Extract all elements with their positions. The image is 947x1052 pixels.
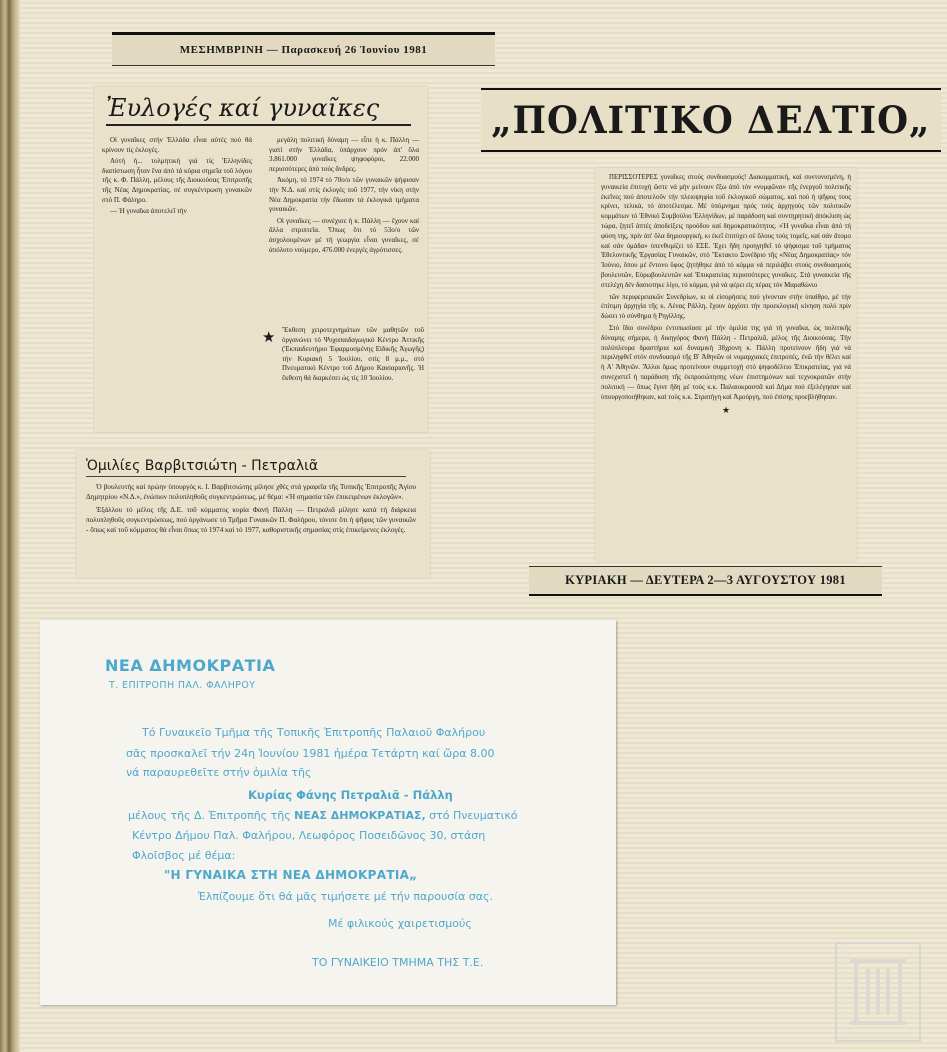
article3-paragraph: τῶν περιφερειακῶν Συνεδρίων, κι οἱ εἰσορήσεις πού γίνονταν στήν ὑπαίθρο, μέ τήν ἐπίτιμη ἀρχηγία τῆς κ. Λένας Ράλλη, ἔχουν ἀρχίσει τήν προεκλογική κίνηση πολύ πρίν δώσει τό σύνθημα ἡ Ρηγίλλης. <box>601 293 851 321</box>
invitation-line: σᾶς προσκαλεῖ τήν 24η Ἰουνίου 1981 ἡμέρα Τετάρτη καί ὥρα 8.00 <box>126 747 495 760</box>
clipping-elections-women <box>94 86 428 432</box>
article1-paragraph: Οἱ γυναῖκες στήν Ἑλλάδα εἶναι αὐτές πού θά κρίνουν τίς ἐκλογές. <box>102 136 252 154</box>
invitation-line: Κέντρο Δήμου Παλ. Φαλήρου, Λεωφόρος Ποσειδῶνος 30, στάση <box>132 829 486 842</box>
article3-title: „ΠΟΛΙΤΙΚΟ ΔΕΛΤΙΟ„ <box>491 98 931 142</box>
clipping-speeches <box>76 450 430 578</box>
album-binding <box>0 0 20 1052</box>
article1-paragraph: Αὐτή ἡ... τολμητική γιά τίς Ἑλληνίδες διαπίστωση ἦταν ἕνα ἀπό τά κύρια σημεῖα τοῦ λόγου τῆς κ. Φ. Πάλλη, μέλους τῆς Διοικούσας Ἐπιτροπῆς τῆς Νέας Δημοκρατίας, σέ συγκέντρωση γυναικῶν στό Π. Φάληρο. <box>102 157 252 204</box>
article3-paragraph: Στό ἴδιο συνέδριο ἐντυπωσίασε μέ τήν ὁμιλία της γιά τή γυναῖκα, ὡς πολιτικῆς δύναμης σήμερα, ἡ δικηγόρος Φανή Πάλλη - Πετραλιᾶ, μέλος τῆς Διοικούσας. Τήν πολύπλευρα δραστήρια καί δυναμική 38χρονη κ. Πάλλη προτείνουν ἤδη γιά νά περιληφθεῖ στόν συνδυασμό τῆς Β' Ἀθηνῶν οἱ νομαρχιακές ἐπιτροπές, ἐνῶ τήν θέλει καί ἡ Α' Ἀθηνῶν. Ἄλλοι ὅμως προτείνουν συμμετοχή στό ψηφοδέλτιο Ἐπικρατείας, γιά νά συνεχιστεῖ ἡ παράδοση τῆς ἐκπροσώπησης νέων ἐπιστημόνων καί τεχνοκρατῶν στήν πολιτική — ὅπως ἔγινε ἤδη μέ τούς κ.κ. Παλαιοκρασσᾶ καί Δήμα πού ἐξελέγησαν καί ὑπουργοποιήθηκαν, καί τούς κ.κ. Στρατήγη καί Ἀμούργη, πού ἐπίσης προεβλήθησαν. <box>601 324 851 401</box>
newspaper-date-bar <box>529 566 882 596</box>
article1-column-b <box>269 136 419 257</box>
invitation-line: Τό Γυναικεῖο Τμῆμα τῆς Τοπικῆς Ἐπιτροπῆς Παλαιοῦ Φαλήρου <box>142 726 486 739</box>
political-bulletin-header <box>481 88 941 152</box>
exhibition-announcement <box>264 326 424 384</box>
invitation-text: στό Πνευματικό <box>429 809 518 822</box>
invitation-party-name: ΝΕΑ ΔΗΜΟΚΡΑΤΙΑ <box>105 656 276 675</box>
invitation-card <box>40 620 616 1005</box>
invitation-line: Ἐλπίζουμε ὅτι θά μᾶς τιμήσετε μέ τήν παρουσία σας. <box>198 890 493 903</box>
article1-paragraph: Οἱ γυναῖκες — συνέχισε ἡ κ. Πάλλη — ἔχουν καί ἄλλα στριπτεῖα. Ὅπως ὅτι τό 53ο/ο τῶν ἀσχολουμένων μέ τή γεωργία εἶναι γυναῖκες, σέ ἀπόλυτο νούμερο, 476.000 ἐνεργές ἀγρότισσες. <box>269 216 419 254</box>
article1-title: Ἐυλογές καί γυναῖκες <box>106 94 411 126</box>
clipping-political-bulletin <box>595 168 857 561</box>
archive-logo-icon <box>832 939 924 1045</box>
article2-body <box>86 482 416 538</box>
article1-paragraph: — Ἡ γυναῖκα ἀποτελεῖ τήν <box>110 207 187 216</box>
invitation-party-mention: ΝΕΑΣ ΔΗΜΟΚΡΑΤΙΑΣ, <box>294 809 426 822</box>
invitation-line: Φλοῖσβος μέ θέμα: <box>132 849 236 862</box>
announcement-text: Ἔκθεση χειροτεχνημάτων τῶν μαθητῶν τοῦ ὀργανώνει τό Ψυχοπαιδαγωγικό Κέντρο Ἀττικῆς (Ἐκπαιδευτήριο Ἐφαρμοσμένης Εἰδικῆς Ἀγωγῆς) τήν Κυριακή 5 Ἰουλίου, στίς 8 μ.μ., στό Πνευματικό Κέντρο τοῦ Δήμου Καισαριανῆς. Ἡ ἔκθεση θά διαρκέσει ὡς τίς 10 Ἰουλίου. <box>282 326 424 382</box>
separator-star-icon: ★ <box>721 405 731 416</box>
invitation-line-venue <box>128 809 518 823</box>
article3-paragraph: ΠΕΡΙΣΣΟΤΕΡΕΣ γυναῖκες στούς συνδυασμούς! Διακομματική, καί συντονισμένη, ἡ γυναικεία ἐπιτυχή ὥστε νά μήν μείνουν ἔξω ἀπό τόν «νυμφῶνα» τῆς ἐνεργοῦ πολιτικῆς ἐκεῖνες πού ἀποτελοῦν τήν πλειοψηφία τοῦ ἐκλογικοῦ σώματος, καί πού ἡ ψῆφος τους κρίνει, τελικά, τό ἀποτέλεσμα. Μέ ὑπόμνημα πρός τούς ἀρχηγούς τῶν πολιτικῶν κομμάτων τό Ἐθνικό Συμβούλιο Ἑλληνίδων, μέ παράδοση καί συντηρητική ἀπόκλιση ὡς τώρα, ζητεῖ ἀπτές ἀποδείξεις προόδου καί δημοκρατικότητος. «Ἡ γυναῖκα εἶναι ἀπό τή φύση της, πρίν ἀπ' ὅλα δημιουργική, κι ἐκεῖ ἐπιτύχει σέ ὅλους τούς τομεῖς, καί σάν ἄτομο καί σάν ὁμάδα» ὑπενθυμίζει τό ΕΣΕ. Ἐχει ἤδη προηγηθεῖ τό ψήφισμα τοῦ τμήματος Ἐθελοντικῆς Ἐργασίας Γυναικῶν, στό Ἔκτακτο Συνέδριο τῆς «Νέας Δημοκρατίας» τόν Ἰούνιο, ὅπου μέ ἔντονο ὕφος ζητήθηκε ἀπό τό κόμμα νά περιλάβει στούς συνδυασμούς βουλευτῶν, Εὐρωβουλευτῶν καί Ἐπικρατείας περισσότερες γυναῖκες. Στά γυναικεία τῆς στελέχη δέν δασιοτηκε λίγο, τό κόμμα, γιά νά φέρει εἰς πέρας τόν Μαραθώνιο <box>601 174 851 289</box>
invitation-speaker: Κυρίας Φάνης Πετραλιᾶ - Πάλλη <box>248 788 453 802</box>
article1-paragraph: Ἀκόμη, τό 1974 τό 70ο/ο τῶν γυναικῶν ψήφισαν τήν Ν.Δ. καί στίς ἐκλογές τοῦ 1977, τήν νίκη στήν Νέα Δημοκρατία τήν ἔδωσαν τά ἐκλογικά τμήματα γυναικῶν. <box>269 176 419 214</box>
article1-paragraph: μεγάλη πολιτική δύναμη — εἶπε ἡ κ. Πάλλη — γιατί στήν Ἑλλάδα, ὑπάρχουν πρόν ἀπ' ὅλα 3.861.000 γυναῖκες ψηφοφόροι, 22.000 περισσότερες ἀπό τούς ἄνδρες. <box>269 136 419 173</box>
article2-paragraph: Ἐξάλλου τό μέλος τῆς Δ.Ε. τοῦ κόμματος κυρία Φανή Πάλλη — Πετραλιᾶ μίλησε κατά τή διάρκεια πολυπληθοῦς συγκεντρώσεως, πού ὀργάνωσε τό Τμῆμα Γυναικῶν Π. Φαλήρου, τόνισε ὅτι ἡ ψῆφος τῶν γυναικῶν - ὅπως καί τοῦ κόμματος θά εἶναι ὅπως τό 1974 καί τό 1977, καθοριστικῆς σημασίας στίς ἐπικείμενες ἐκλογές. <box>86 506 416 534</box>
invitation-signature: ΤΟ ΓΥΝΑΙΚΕΙΟ ΤΜΗΜΑ ΤΗΣ Τ.Ε. <box>312 956 484 969</box>
invitation-local-committee: Τ. ΕΠΙΤΡΟΠΗ ΠΑΛ. ΦΑΛΗΡΟΥ <box>109 680 256 691</box>
invitation-greeting: Μέ φιλικούς χαιρετισμούς <box>328 917 472 930</box>
article3-body <box>595 168 857 421</box>
invitation-theme: "Η ΓΥΝΑΙΚΑ ΣΤΗ ΝΕΑ ΔΗΜΟΚΡΑΤΙΑ„ <box>164 868 418 882</box>
star-icon: ★ <box>262 328 276 346</box>
date-line: ΚΥΡΙΑΚΗ — ΔΕΥΤΕΡΑ 2—3 ΑΥΓΟΥΣΤΟΥ 1981 <box>565 573 846 587</box>
invitation-text: μέλους τῆς Δ. Ἐπιτροπῆς τῆς <box>128 809 291 822</box>
masthead-text: ΜΕΣΗΜΒΡΙΝΗ — Παρασκευή 26 Ἰουνίου 1981 <box>179 44 428 56</box>
article2-title: Ὁμιλίες Βαρβιτσιώτη - Πετραλιᾶ <box>86 458 406 477</box>
newspaper-masthead <box>112 32 495 66</box>
article1-column-a <box>102 136 252 219</box>
invitation-line: νά παραυρεθεῖτε στήν ὁμιλία τῆς <box>126 766 312 779</box>
article2-paragraph: Ὁ βουλευτής καί πρώην ὑπουργός κ. Ι. Βαρβιτσιώτης μίλησε χθές στά γραφεῖα τῆς Τοπικῆς Ἐπιτροπῆς Ἁγίου Δημητρίου «Ν.Δ.», ἐνώπιον πολυπληθοῦς συγκεντρώσεως, μέ θέμα: «Ἡ σημασία τῶν ἐπικειμένων ἐκλογῶν». <box>86 483 416 501</box>
